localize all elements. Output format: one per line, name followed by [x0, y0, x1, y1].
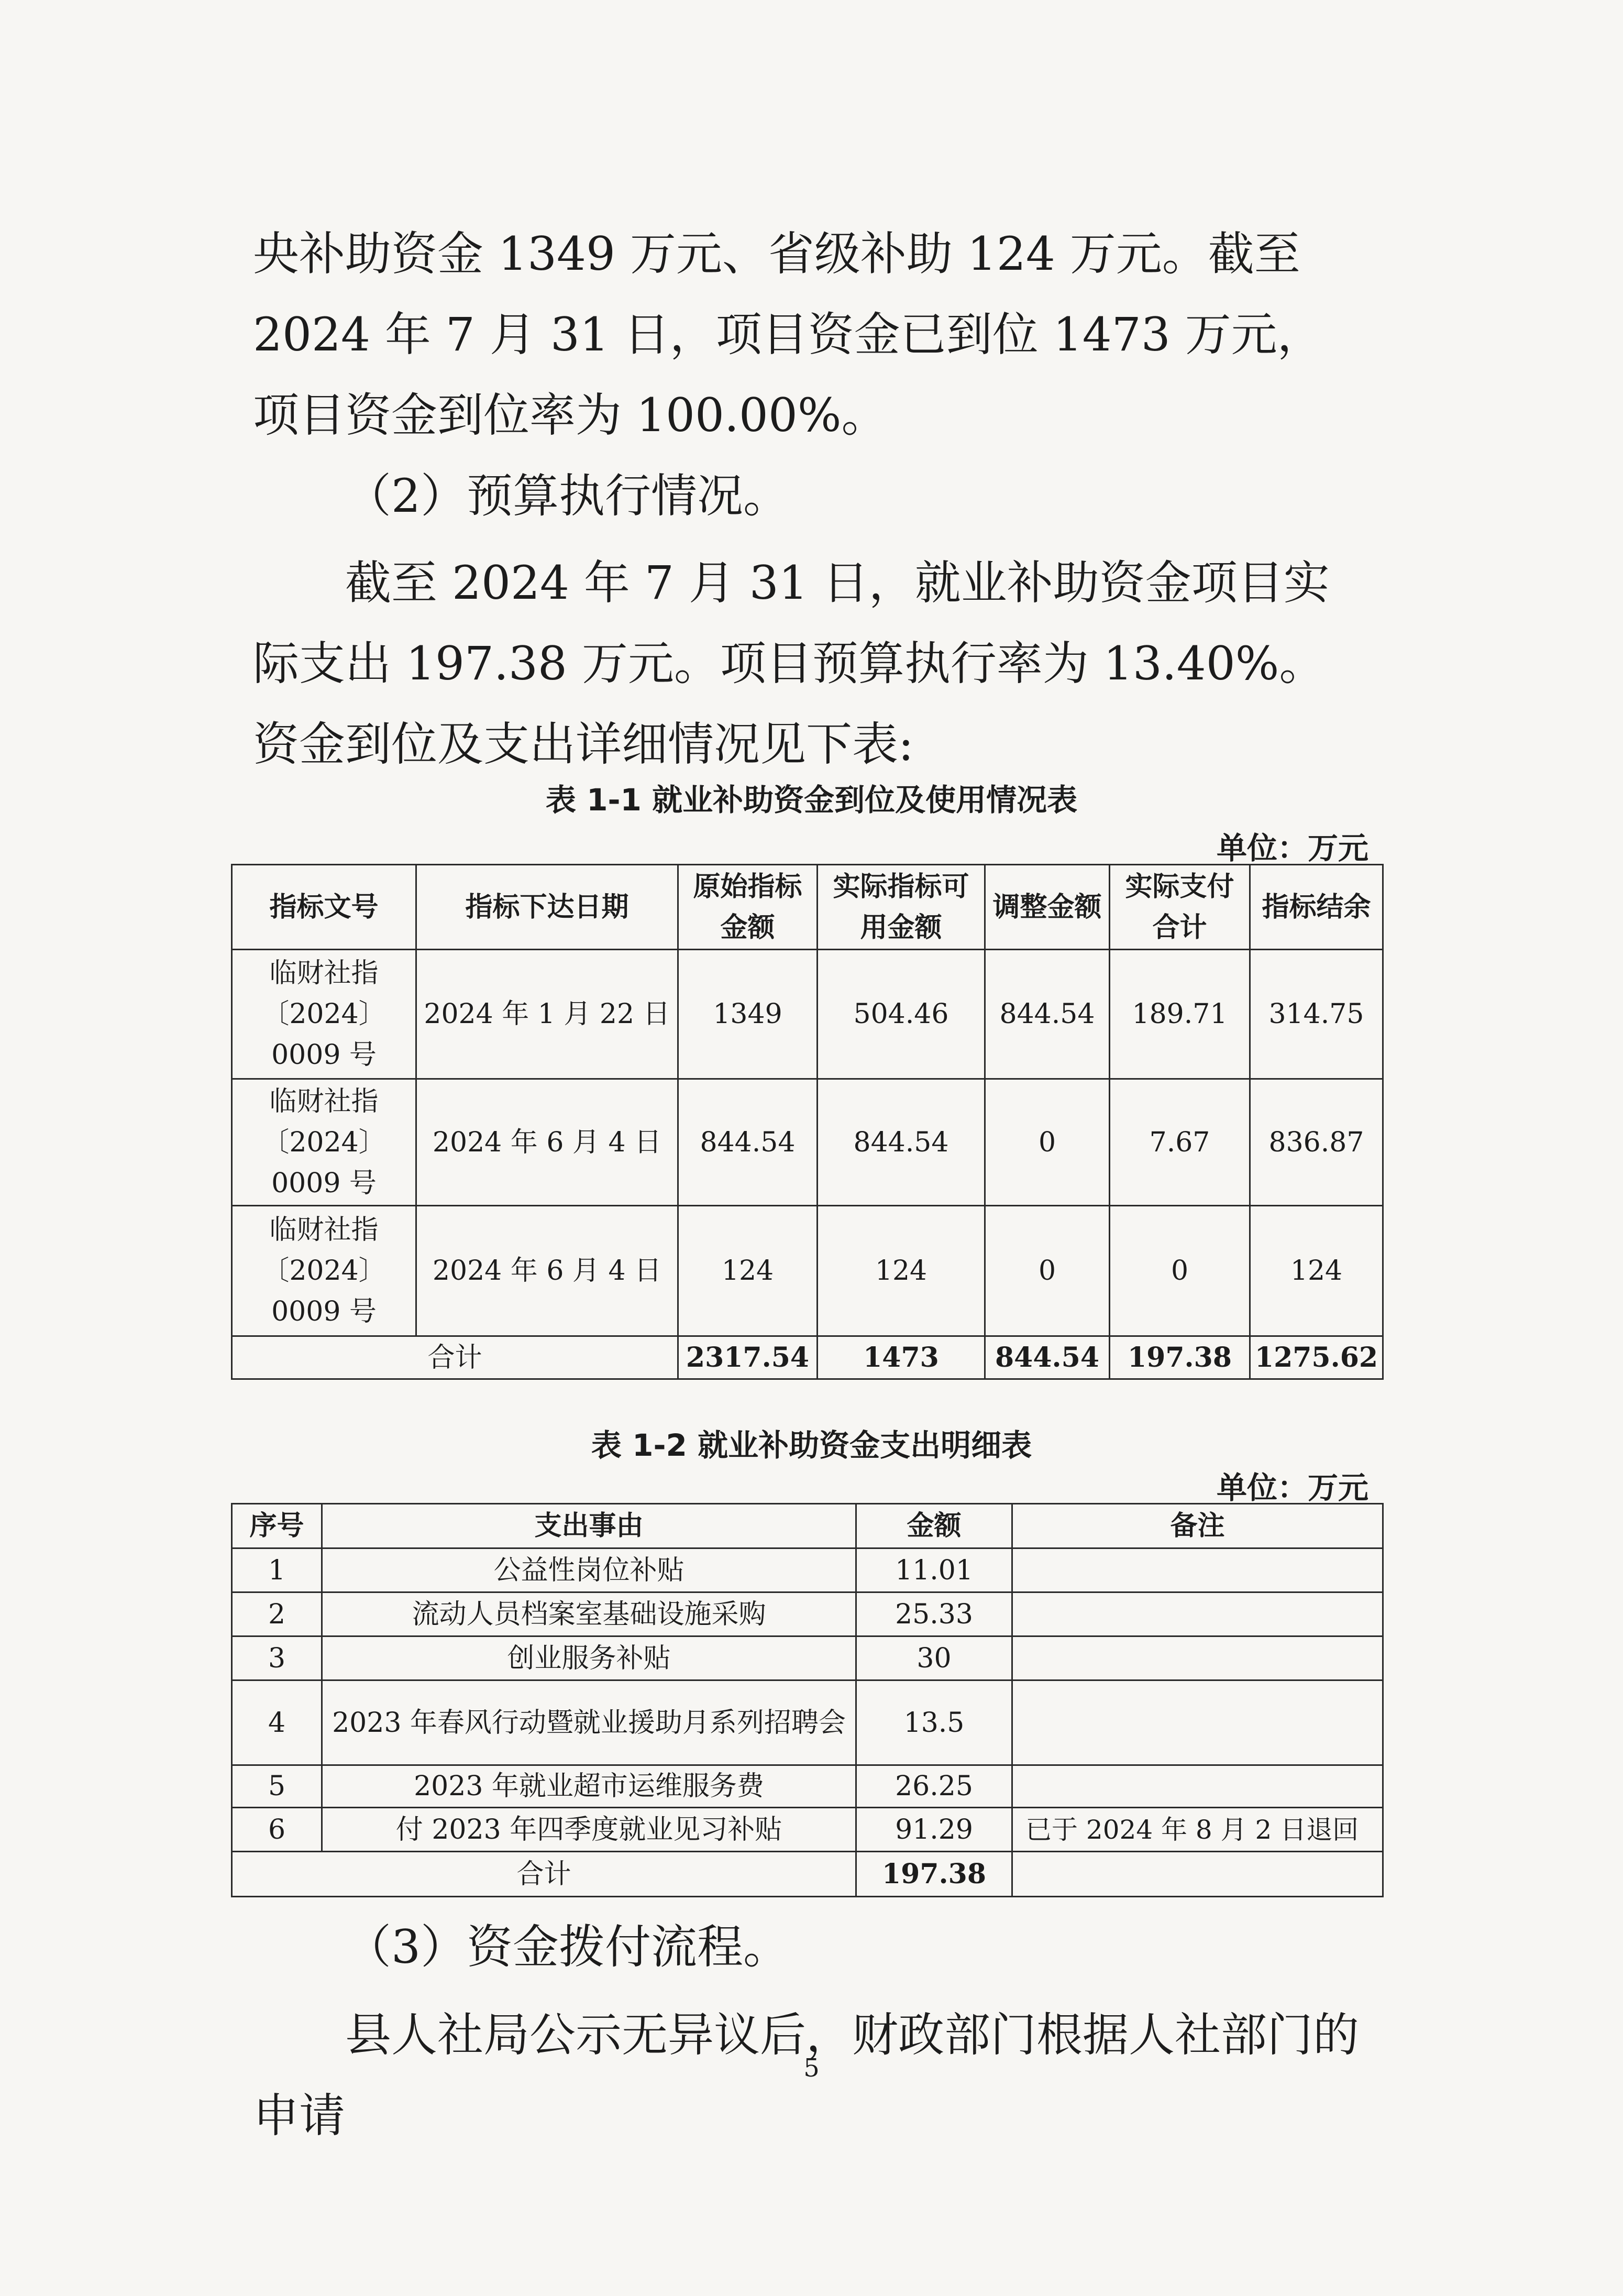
- cell-paid-total: 0: [1110, 1206, 1250, 1336]
- cell-total-paid: 197.38: [1110, 1336, 1250, 1379]
- cell-adjust-amount: 0: [985, 1079, 1110, 1206]
- cell-seq-no: 6: [232, 1808, 322, 1852]
- cell-total-available: 1473: [818, 1336, 985, 1379]
- cell-adjust-amount: 0: [985, 1206, 1110, 1336]
- table-row: [232, 950, 1383, 1079]
- cell-reason: 2023 年就业超市运维服务费: [322, 1765, 856, 1808]
- cell-balance: 836.87: [1250, 1079, 1383, 1206]
- cell-total-label: 合计: [232, 1336, 678, 1379]
- table-row: [232, 1548, 1383, 1592]
- cell-remark: [1012, 1765, 1383, 1808]
- cell-remark: [1012, 1592, 1383, 1636]
- th-adjust-amount: 调整金额: [985, 865, 1110, 950]
- th-issue-date: 指标下达日期: [416, 865, 678, 950]
- table-row: [232, 1206, 1383, 1336]
- cell-seq-no: 2: [232, 1592, 322, 1636]
- th-balance: 指标结余: [1250, 865, 1383, 950]
- cell-doc-no: 临财社指〔2024〕0009 号: [232, 1079, 416, 1206]
- table-row: [232, 1808, 1383, 1852]
- cell-seq-no: 1: [232, 1548, 322, 1592]
- table2-header-row: [232, 1504, 1383, 1548]
- cell-remark: [1012, 1636, 1383, 1680]
- cell-original-amount: 1349: [678, 950, 818, 1079]
- cell-balance: 124: [1250, 1206, 1383, 1336]
- table1-unit: 单位：万元: [1216, 830, 1368, 866]
- cell-issue-date: 2024 年 6 月 4 日: [416, 1206, 678, 1336]
- th-amount: 金额: [856, 1504, 1012, 1548]
- th-paid-total: 实际支付合计: [1110, 865, 1250, 950]
- th-doc-no: 指标文号: [232, 865, 416, 950]
- cell-original-amount: 844.54: [678, 1079, 818, 1206]
- cell-available-amount: 504.46: [818, 950, 985, 1079]
- th-reason: 支出事由: [322, 1504, 856, 1548]
- cell-paid-total: 189.71: [1110, 950, 1250, 1079]
- cell-adjust-amount: 844.54: [985, 950, 1110, 1079]
- cell-remark: 已于 2024 年 8 月 2 日退回: [1012, 1808, 1383, 1852]
- cell-total-amount: 197.38: [856, 1852, 1012, 1897]
- table2-unit: 单位：万元: [1216, 1470, 1368, 1506]
- cell-amount: 13.5: [856, 1680, 1012, 1765]
- table-row: [232, 1765, 1383, 1808]
- cell-doc-no: 临财社指〔2024〕0009 号: [232, 950, 416, 1079]
- table1-caption: 表 1-1 就业补助资金到位及使用情况表: [545, 782, 1078, 818]
- th-available-amount: 实际指标可用金额: [818, 865, 985, 950]
- cell-amount: 30: [856, 1636, 1012, 1680]
- cell-seq-no: 3: [232, 1636, 322, 1680]
- th-seq-no: 序号: [232, 1504, 322, 1548]
- cell-amount: 91.29: [856, 1808, 1012, 1852]
- cell-reason: 创业服务补贴: [322, 1636, 856, 1680]
- cell-amount: 25.33: [856, 1592, 1012, 1636]
- cell-issue-date: 2024 年 6 月 4 日: [416, 1079, 678, 1206]
- cell-seq-no: 5: [232, 1765, 322, 1808]
- cell-amount: 11.01: [856, 1548, 1012, 1592]
- cell-amount: 26.25: [856, 1765, 1012, 1808]
- cell-total-adjust: 844.54: [985, 1336, 1110, 1379]
- paragraph-fund-disbursement: 县人社局公示无异议后，财政部门根据人社部门的申请: [253, 2008, 1360, 2143]
- cell-reason: 付 2023 年四季度就业见习补贴: [322, 1808, 856, 1852]
- table1-header-row: [232, 865, 1383, 950]
- cell-total-label: 合计: [232, 1852, 856, 1897]
- cell-available-amount: 844.54: [818, 1079, 985, 1206]
- paragraph-budget-execution: 截至 2024 年 7 月 31 日，就业补助资金项目实际支出 197.38 万元。项目预算执行率为 13.40%。资金到位及支出详细情况见下表:: [253, 556, 1330, 771]
- cell-remark: [1012, 1548, 1383, 1592]
- cell-total-balance: 1275.62: [1250, 1336, 1383, 1379]
- table-row: [232, 1636, 1383, 1680]
- table-row: [232, 1592, 1383, 1636]
- table-row: [232, 1680, 1383, 1765]
- table2-caption: 表 1-2 就业补助资金支出明细表: [591, 1427, 1032, 1463]
- table-expenditure-detail: [231, 1503, 1384, 1897]
- cell-seq-no: 4: [232, 1680, 322, 1765]
- table2-total-row: [232, 1852, 1383, 1897]
- table-funding-usage: [231, 864, 1384, 1380]
- cell-balance: 314.75: [1250, 950, 1383, 1079]
- heading-fund-disbursement: （3）资金拨付流程。: [345, 1920, 789, 1974]
- th-original-amount: 原始指标金额: [678, 865, 818, 950]
- page-number: 5: [803, 2053, 820, 2083]
- cell-original-amount: 124: [678, 1206, 818, 1336]
- cell-issue-date: 2024 年 1 月 22 日: [416, 950, 678, 1079]
- cell-reason: 公益性岗位补贴: [322, 1548, 856, 1592]
- cell-available-amount: 124: [818, 1206, 985, 1336]
- cell-paid-total: 7.67: [1110, 1079, 1250, 1206]
- table-row: [232, 1079, 1383, 1206]
- cell-total-original: 2317.54: [678, 1336, 818, 1379]
- th-remark: 备注: [1012, 1504, 1383, 1548]
- cell-total-remark: [1012, 1852, 1383, 1897]
- paragraph-funding-arrival: 央补助资金 1349 万元、省级补助 124 万元。截至 2024 年 7 月 31 日，项目资金已到位 1473 万元，项目资金到位率为 100.00%。: [253, 227, 1323, 442]
- cell-reason: 流动人员档案室基础设施采购: [322, 1592, 856, 1636]
- heading-budget-execution: （2）预算执行情况。: [345, 469, 789, 523]
- cell-doc-no: 临财社指〔2024〕0009 号: [232, 1206, 416, 1336]
- cell-remark: [1012, 1680, 1383, 1765]
- cell-reason: 2023 年春风行动暨就业援助月系列招聘会: [322, 1680, 856, 1765]
- table1-total-row: [232, 1336, 1383, 1379]
